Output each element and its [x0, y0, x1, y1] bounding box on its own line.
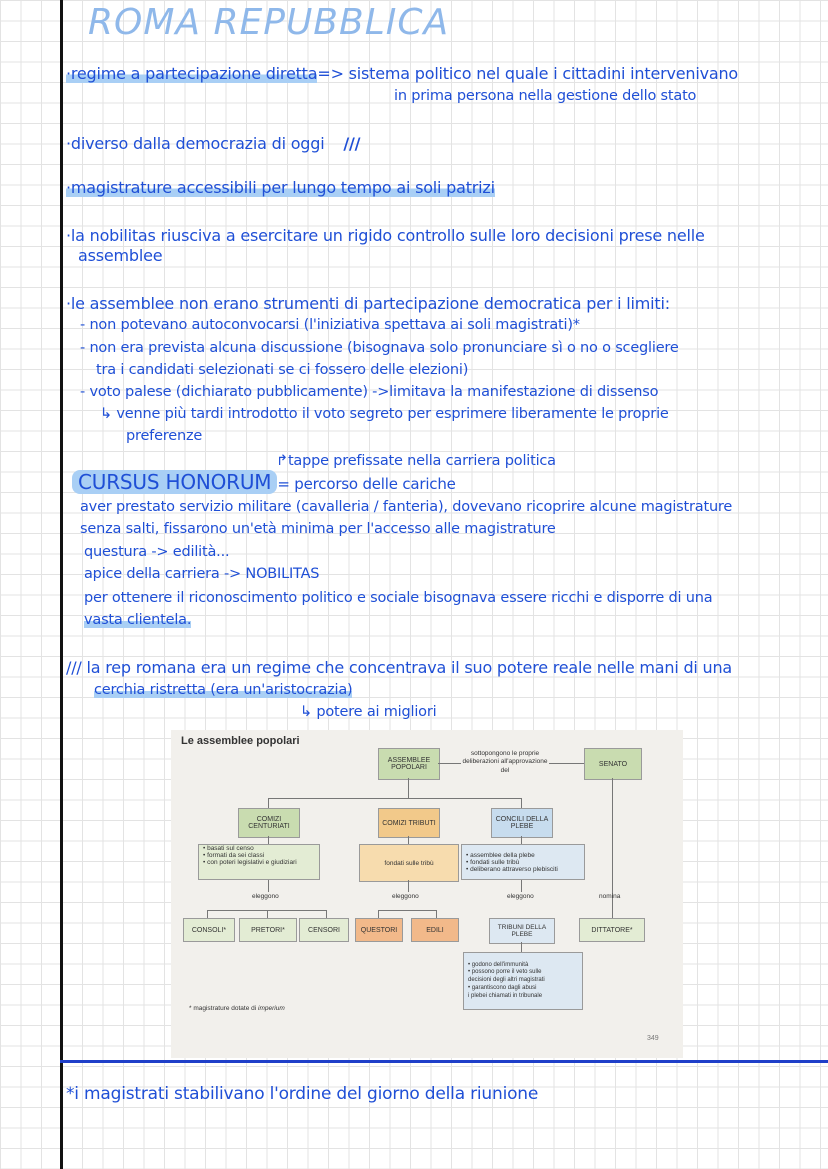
note-highlight: ·regime a partecipazione diretta: [66, 64, 318, 83]
note-line: - non potevano autoconvocarsi (l'iniziativa spettava ai soli magistrati)*: [80, 317, 580, 333]
note-highlight: vasta clientela.: [84, 612, 192, 628]
dittatore-box: DITTATORE*: [579, 918, 645, 942]
desc-line: • assemblee della plebe: [466, 851, 535, 859]
footnote: *i magistrati stabilivano l'ordine del giorno della riunione: [66, 1084, 539, 1104]
page-number: 349: [647, 1035, 659, 1042]
note-line: ·la nobilitas riusciva a esercitare un rigido controllo sulle loro decisioni prese nelle: [66, 226, 705, 245]
comizi-centuriati-box: COMIZI CENTURIATI: [238, 808, 300, 838]
note-line: [94, 682, 352, 698]
note-line: - voto palese (dichiarato pubblicamente) ->limitava la manifestazione di dissenso: [80, 384, 659, 400]
note-line: - non era prevista alcuna discussione (bisognava solo pronunciare sì o no o scegliere: [80, 340, 679, 356]
nomina-label: nomina: [599, 893, 621, 900]
note-line: preferenze: [126, 428, 203, 444]
desc-line: • formati da sei classi: [203, 852, 265, 859]
note-line: ·le assemblee non erano strumenti di partecipazione democratica per i limiti:: [66, 294, 670, 313]
desc-line: decisioni degli altri magistrati: [468, 977, 545, 984]
note-mark: ///: [343, 134, 361, 153]
note-line: [66, 178, 495, 197]
comizi-tributi-box: COMIZI TRIBUTI: [378, 808, 440, 838]
note-word: imperium: [258, 1005, 285, 1012]
note-line: per ottenere il riconoscimento politico e sociale bisognava essere ricchi e disporre di una: [84, 590, 713, 606]
note-line: ↳ venne più tardi introdotto il voto segreto per esprimere liberamente le proprie: [100, 406, 669, 422]
note-line: apice della carriera -> NOBILITAS: [84, 566, 320, 582]
note-line: assemblee: [78, 246, 163, 265]
eleggono-label: eleggono: [507, 893, 534, 900]
desc-line: • deliberano attraverso plebisciti: [466, 865, 558, 873]
note-line: senza salti, fissarono un'età minima per l'accesso alle magistrature: [80, 521, 556, 537]
desc-line: • fondati sulle tribù: [466, 858, 520, 866]
note-line: [72, 470, 456, 494]
note-line: [84, 612, 191, 628]
concili-plebe-box: CONCILI DELLA PLEBE: [491, 808, 553, 838]
note-line: [66, 64, 738, 83]
note-line: aver prestato servizio militare (cavalleria / fanteria), dovevano ricoprire alcune magistrature: [80, 499, 733, 515]
page-title: ROMA REPUBBLICA: [88, 2, 450, 43]
desc-line: • godono dell'immunità: [468, 961, 529, 968]
desc-line: • possono porre il veto sulle: [468, 969, 542, 976]
assemblee-popolari-box: ASSEMBLEE POPOLARI: [378, 748, 440, 780]
note-line: /// la rep romana era un regime che concentrava il suo potere reale nelle mani di una: [66, 658, 733, 677]
tributi-desc-box: fondati sulle tribù: [359, 844, 459, 882]
note-highlight: cerchia ristretta (era un'aristocrazia): [94, 682, 353, 698]
note-text: => sistema politico nel quale i cittadini intervenivano: [317, 64, 738, 83]
tribuni-desc-box: [463, 952, 583, 1010]
diagram-photo: [171, 730, 683, 1058]
note-line: in prima persona nella gestione dello stato: [394, 88, 697, 104]
eleggono-label: eleggono: [252, 893, 279, 900]
diagram-title: Le assemblee popolari: [181, 735, 300, 747]
senato-box: SENATO: [584, 748, 642, 780]
desc-line: i plebei chiamati in tribunale: [468, 992, 543, 999]
pretori-box: PRETORI*: [239, 918, 297, 942]
plebe-desc-box: [461, 844, 585, 880]
centuriati-desc-box: [198, 844, 320, 880]
consoli-box: CONSOLI*: [183, 918, 235, 942]
eleggono-label: eleggono: [392, 893, 419, 900]
note-line: ↱tappe prefissate nella carriera politica: [276, 453, 556, 469]
cursus-honorum-heading: CURSUS HONORUM: [72, 470, 277, 494]
note-line: [66, 134, 360, 153]
tribuni-plebe-box: TRIBUNI DELLA PLEBE: [489, 918, 555, 944]
note-line: tra i candidati selezionati se ci fossero delle elezioni): [96, 362, 469, 378]
edili-box: EDILI: [411, 918, 459, 942]
sottopongono-label: sottopongono le proprie deliberazioni all'approvazione del: [462, 750, 548, 774]
note-line: questura -> edilità...: [84, 544, 230, 560]
censori-box: CENSORI: [299, 918, 349, 942]
note-highlight: ·magistrature accessibili per lungo tempo ai soli patrizi: [66, 178, 495, 197]
imperium-note: [189, 1005, 285, 1012]
desc-line: • basati sul censo: [203, 845, 254, 852]
note-text: = percorso delle cariche: [277, 475, 456, 493]
note-line: ↳ potere ai migliori: [300, 704, 437, 720]
desc-line: • con poteri legislativi e giudiziari: [203, 859, 297, 866]
questori-box: QUESTORI: [355, 918, 403, 942]
note-text: ·diverso dalla democrazia di oggi: [66, 134, 325, 153]
blue-divider-line: [60, 1060, 828, 1063]
note-prefix: * magistrature dotate di: [189, 1005, 257, 1012]
desc-line: • garantiscono dagli abusi: [468, 984, 537, 991]
notebook-margin-line: [60, 0, 63, 1169]
